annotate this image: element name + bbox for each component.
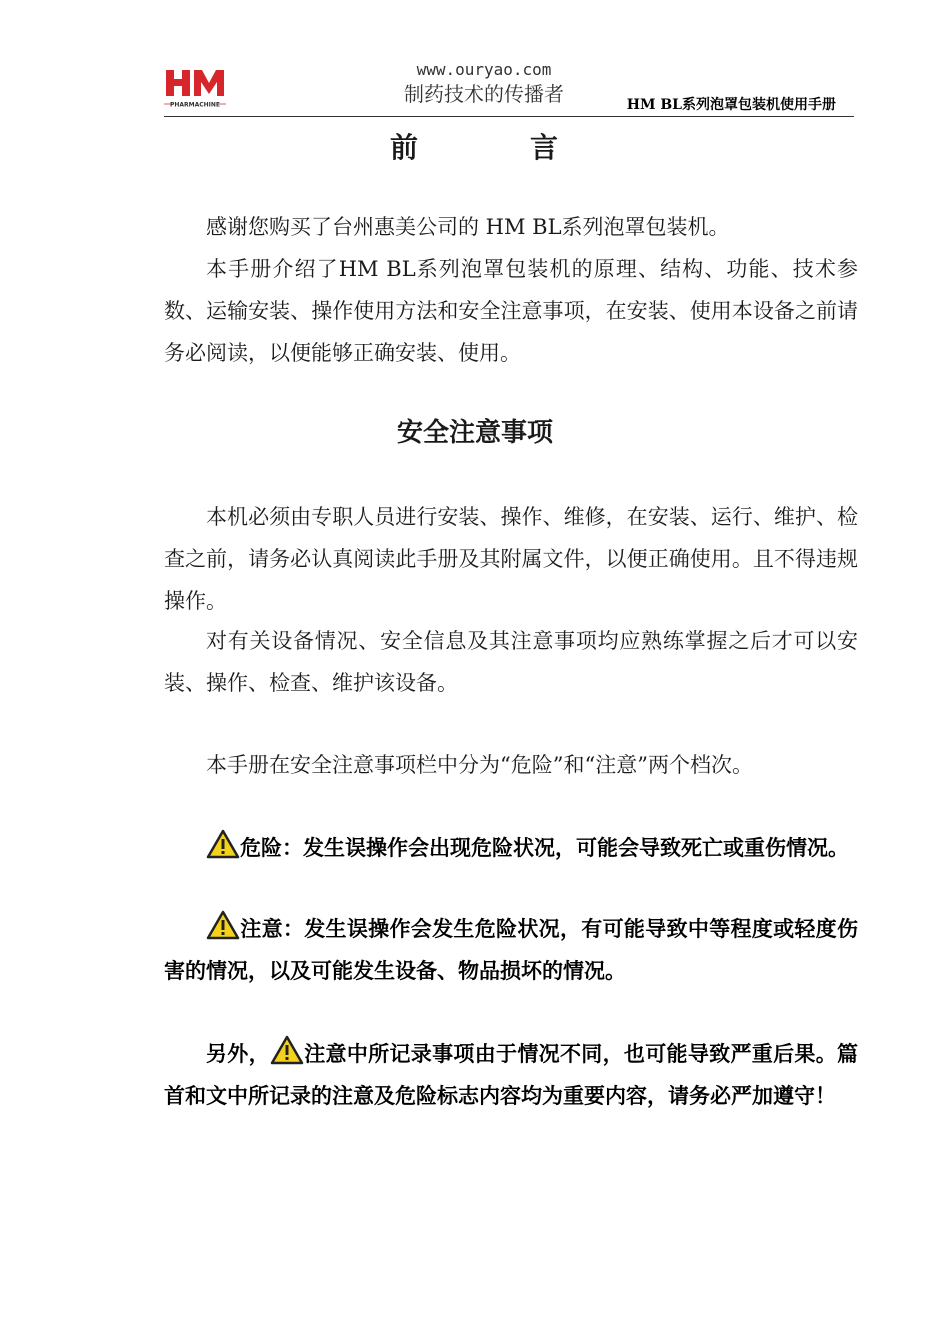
danger-notice bbox=[164, 827, 858, 869]
safety-section-title: 安全注意事项 bbox=[396, 418, 553, 448]
preface-title bbox=[0, 126, 950, 166]
preface-paragraph-1: 感谢您购买了台州惠美公司的 HM BL系列泡罩包装机。 bbox=[206, 215, 730, 239]
preface-title-right: 言 bbox=[530, 131, 561, 164]
preface-paragraph-2: 本手册介绍了HM BL系列泡罩包装机的原理、结构、功能、技术参数、运输安装、操作使用方法和安全注意事项，在安装、使用本设备之前请务必阅读，以便能够正确安装、使用。 bbox=[164, 257, 858, 365]
safety-paragraph-2: 对有关设备情况、安全信息及其注意事项均应熟练掌握之后才可以安装、操作、检查、维护该设备。 bbox=[164, 629, 858, 695]
safety-paragraph-3: 本手册在安全注意事项栏中分为“危险”和“注意”两个档次。 bbox=[206, 753, 753, 777]
header-divider bbox=[164, 116, 854, 117]
warning-triangle-icon bbox=[270, 1035, 304, 1065]
caution-notice bbox=[164, 908, 858, 992]
site-url: www.ouryao.com bbox=[416, 60, 552, 79]
hm-pharmachine-logo bbox=[164, 66, 226, 110]
page-header bbox=[0, 0, 950, 120]
preface-title-left: 前 bbox=[389, 131, 420, 164]
site-tagline: 制药技术的传播者 bbox=[404, 82, 564, 106]
additional-prefix: 另外， bbox=[206, 1042, 270, 1066]
additional-notice bbox=[164, 1033, 858, 1117]
safety-paragraph-1: 本机必须由专职人员进行安装、操作、维修，在安装、运行、维护、检查之前，请务必认真阅读此手册及其附属文件，以便正确使用。且不得违规操作。 bbox=[164, 505, 858, 613]
danger-text: 危险：发生误操作会出现危险状况，可能会导致死亡或重伤情况。 bbox=[240, 836, 849, 860]
warning-triangle-icon bbox=[206, 829, 240, 859]
warning-triangle-icon bbox=[206, 910, 240, 940]
svg-text:PHARMACHINE: PHARMACHINE bbox=[169, 101, 221, 109]
additional-text: 注意中所记录事项由于情况不同，也可能导致严重后果。篇首和文中所记录的注意及危险标志内容均为重要内容，请务必严加遵守！ bbox=[164, 1042, 859, 1108]
caution-text: 注意：发生误操作会发生危险状况，有可能导致中等程度或轻度伤害的情况，以及可能发生设备、物品损坏的情况。 bbox=[164, 917, 858, 983]
manual-title: HM BL系列泡罩包装机使用手册 bbox=[626, 97, 836, 113]
